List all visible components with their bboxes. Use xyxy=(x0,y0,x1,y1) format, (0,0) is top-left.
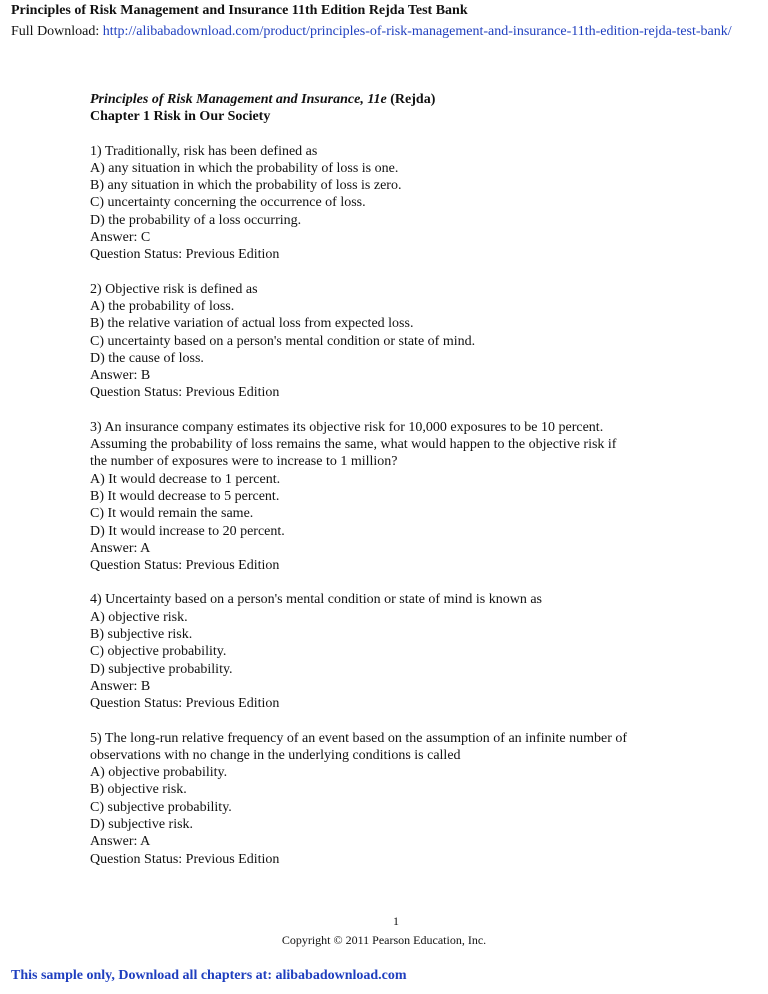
answer-option: C) It would remain the same. xyxy=(90,506,254,522)
question-list xyxy=(90,143,730,868)
answer-option: B) subjective risk. xyxy=(90,627,193,643)
correct-answer: Answer: B xyxy=(90,368,151,384)
answer-option: C) subjective probability. xyxy=(90,799,232,815)
question-status: Question Status: Previous Edition xyxy=(90,851,280,867)
question-block xyxy=(90,591,730,712)
answer-option: B) It would decrease to 5 percent. xyxy=(90,488,280,504)
answer-option: D) the cause of loss. xyxy=(90,350,204,366)
download-promo-link[interactable]: This sample only, Download all chapters at: alibabadownload.com xyxy=(11,968,407,983)
chapter-title: Chapter 1 Risk in Our Society xyxy=(90,109,271,125)
correct-answer: Answer: A xyxy=(90,834,151,850)
question-status: Question Status: Previous Edition xyxy=(90,558,280,574)
test-bank-title: Principles of Risk Management and Insurance 11th Edition Rejda Test Bank xyxy=(11,3,468,18)
answer-option: C) uncertainty concerning the occurrence of loss. xyxy=(90,195,366,211)
question-block xyxy=(90,281,730,402)
book-title-line xyxy=(90,91,730,108)
answer-option: C) uncertainty based on a person's mental condition or state of mind. xyxy=(90,333,476,349)
question-block xyxy=(90,419,730,575)
answer-option: D) the probability of a loss occurring. xyxy=(90,212,302,228)
question-stem: 2) Objective risk is defined as xyxy=(90,281,258,297)
correct-answer: Answer: A xyxy=(90,540,151,556)
answer-option: D) It would increase to 20 percent. xyxy=(90,523,285,539)
question-status: Question Status: Previous Edition xyxy=(90,385,280,401)
answer-option: A) objective risk. xyxy=(90,609,188,625)
answer-option: D) subjective probability. xyxy=(90,661,233,677)
question-stem: 5) The long-run relative frequency of an event based on the assumption of an infinite number of xyxy=(90,730,628,746)
question-stem: 4) Uncertainty based on a person's mental condition or state of mind is known as xyxy=(90,592,542,608)
answer-option: D) subjective risk. xyxy=(90,816,194,832)
book-title: Principles of Risk Management and Insurance, 11e xyxy=(90,92,387,107)
answer-option: C) objective probability. xyxy=(90,644,227,660)
question-status: Question Status: Previous Edition xyxy=(90,247,280,263)
page-number: 1 xyxy=(393,914,399,928)
answer-option: B) objective risk. xyxy=(90,782,187,798)
book-author: (Rejda) xyxy=(386,92,436,107)
answer-option: B) the relative variation of actual loss from expected loss. xyxy=(90,316,414,332)
copyright-notice: Copyright © 2011 Pearson Education, Inc. xyxy=(281,933,487,947)
full-download-line xyxy=(11,23,732,41)
correct-answer: Answer: B xyxy=(90,678,151,694)
question-stem: 1) Traditionally, risk has been defined as xyxy=(90,143,318,159)
question-line: observations with no change in the underlying conditions is called xyxy=(90,747,461,763)
answer-option: A) any situation in which the probability of loss is one. xyxy=(90,160,399,176)
answer-option: A) the probability of loss. xyxy=(90,298,235,314)
download-link[interactable]: http://alibabadownload.com/product/principles-of-risk-management-and-insurance-11th-edition-rejda-test-bank/ xyxy=(102,24,732,39)
answer-option: A) It would decrease to 1 percent. xyxy=(90,471,281,487)
question-line: Assuming the probability of loss remains the same, what would happen to the objective risk if xyxy=(90,437,617,453)
answer-option: A) objective probability. xyxy=(90,765,228,781)
question-block xyxy=(90,143,730,264)
question-status: Question Status: Previous Edition xyxy=(90,696,280,712)
full-download-label: Full Download: xyxy=(11,24,103,39)
question-stem: 3) An insurance company estimates its objective risk for 10,000 exposures to be 10 percent. xyxy=(90,419,604,435)
correct-answer: Answer: C xyxy=(90,230,151,246)
question-line: the number of exposures were to increase to 1 million? xyxy=(90,454,398,470)
document-body xyxy=(90,91,730,885)
answer-option: B) any situation in which the probability of loss is zero. xyxy=(90,178,402,194)
question-block xyxy=(90,730,730,868)
